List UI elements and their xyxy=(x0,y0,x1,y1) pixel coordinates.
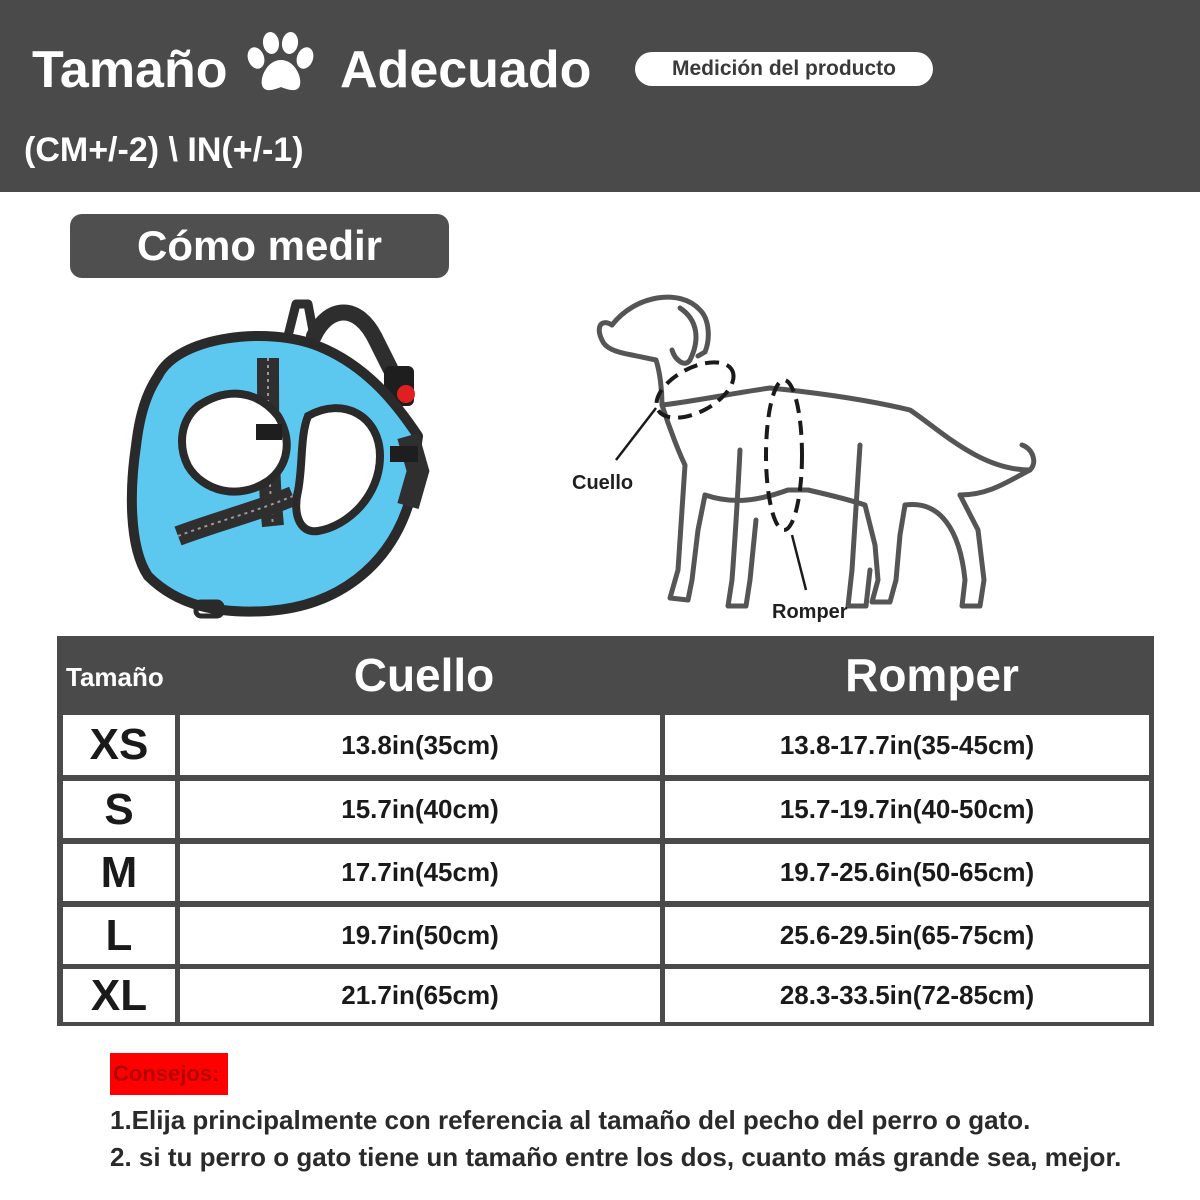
header-banner xyxy=(0,0,1200,192)
table-cell-neck: 15.7in(40cm) xyxy=(180,781,660,838)
how-to-measure-heading: Cómo medir xyxy=(70,214,449,278)
table-cell-neck: 13.8in(35cm) xyxy=(180,715,660,775)
header-body: Romper xyxy=(845,649,1019,701)
tips-heading: Consejos: xyxy=(110,1053,228,1095)
table-cell-body: 19.7-25.6in(50-65cm) xyxy=(665,844,1149,901)
size-table-header xyxy=(57,636,1154,712)
table-cell-body: 28.3-33.5in(72-85cm) xyxy=(665,969,1149,1022)
product-measurement-badge: Medición del producto xyxy=(635,52,933,86)
table-row-size: L xyxy=(63,907,175,964)
neck-label: Cuello xyxy=(572,472,634,494)
table-cell-body: 15.7-19.7in(40-50cm) xyxy=(665,781,1149,838)
table-row-size: XS xyxy=(63,715,175,775)
table-cell-neck: 17.7in(45cm) xyxy=(180,844,660,901)
table-row-size: M xyxy=(63,844,175,901)
tip-item: 1.Elija principalmente con referencia al tamaño del pecho del perro o gato. xyxy=(110,1105,1031,1135)
table-row-size: XL xyxy=(63,969,175,1022)
header-size: Tamaño xyxy=(66,662,164,692)
table-cell-neck: 21.7in(65cm) xyxy=(180,969,660,1022)
table-cell-neck: 19.7in(50cm) xyxy=(180,907,660,964)
tip-item: 2. si tu perro o gato tiene un tamaño entre los dos, cuanto más grande sea, mejor. xyxy=(110,1142,1122,1172)
harness-image xyxy=(118,296,458,626)
table-cell-body: 13.8-17.7in(35-45cm) xyxy=(665,715,1149,775)
table-cell-body: 25.6-29.5in(65-75cm) xyxy=(665,907,1149,964)
title-adecuado: Adecuado xyxy=(340,41,592,99)
paw-icon xyxy=(244,30,318,96)
units-tolerance: (CM+/-2) \ IN(+/-1) xyxy=(24,131,304,169)
size-table xyxy=(57,712,1154,1026)
header-neck: Cuello xyxy=(353,649,495,701)
body-label: Romper xyxy=(772,601,848,623)
table-row-size: S xyxy=(63,781,175,838)
title-tamano: Tamaño xyxy=(32,41,228,99)
dog-measure-diagram xyxy=(560,280,1060,630)
